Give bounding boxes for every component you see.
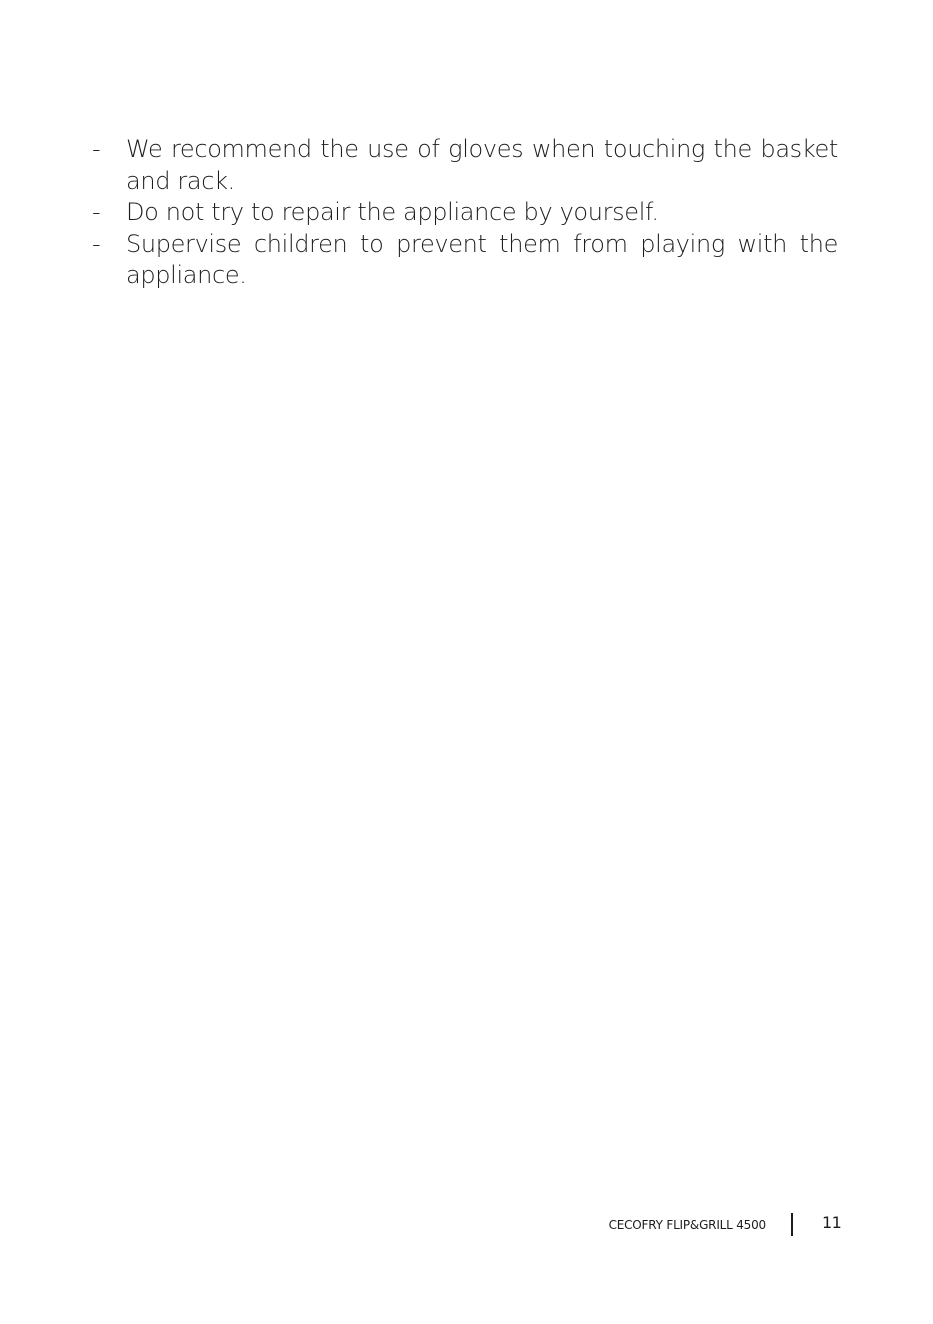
bullet-dash: - <box>92 198 101 226</box>
bullet-text: Supervise children to prevent them from playing with the appliance. <box>126 229 838 289</box>
bullet-item-gloves <box>92 134 838 197</box>
safety-bullet-list <box>92 134 838 292</box>
bullet-dash: - <box>92 135 101 163</box>
bullet-item-repair <box>92 197 838 229</box>
footer-divider <box>791 1213 793 1236</box>
bullet-text: Do not try to repair the appliance by yourself. <box>126 198 659 226</box>
bullet-dash: - <box>92 229 101 258</box>
bullet-item-children <box>92 229 838 292</box>
footer-product-name: CECOFRY FLIP&GRILL 4500 <box>608 1218 766 1232</box>
bullet-text: We recommend the use of gloves when touching the basket and rack. <box>126 135 838 195</box>
page-footer <box>0 1211 933 1237</box>
page-number: 11 <box>822 1213 842 1232</box>
